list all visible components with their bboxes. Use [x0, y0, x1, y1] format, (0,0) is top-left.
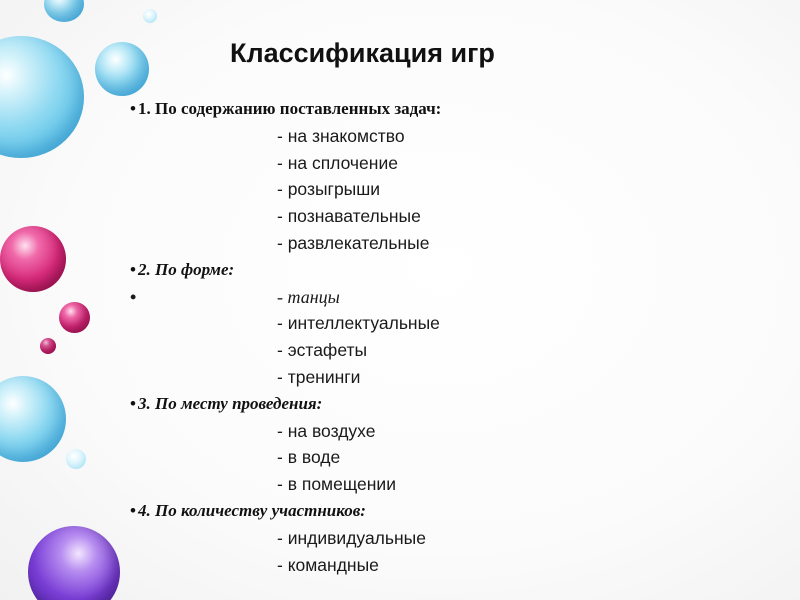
- blue-bubble-large: [0, 36, 84, 158]
- category-heading: [130, 257, 650, 284]
- bullet-icon: •: [130, 259, 136, 279]
- list-item: [130, 176, 650, 203]
- list-item: [130, 337, 650, 364]
- pink-bubble-small: [40, 338, 56, 354]
- list-item: [130, 471, 650, 498]
- category-heading: [130, 96, 650, 123]
- list-item-text: - розыгрыши: [277, 179, 381, 200]
- list-item: [130, 203, 650, 230]
- list-item-text: - на сплочение: [277, 152, 398, 173]
- blue-bubble-left-middle: [0, 376, 66, 462]
- bullet-icon: •: [130, 500, 136, 520]
- list-item-text: - в воде: [277, 447, 341, 468]
- list-item-text: - интеллектуальные: [277, 313, 440, 334]
- category-heading: [130, 391, 650, 418]
- blue-bubble-top: [44, 0, 84, 22]
- list-item-text: - командные: [277, 554, 379, 575]
- blue-bubble-medium: [95, 42, 149, 96]
- pink-bubble-medium: [59, 302, 90, 333]
- list-item-text: - на воздухе: [277, 420, 376, 441]
- category-label: 4. По количеству участников:: [138, 500, 366, 520]
- list-item: [130, 418, 650, 445]
- bullet-icon: •: [130, 393, 136, 413]
- classification-list: [130, 96, 650, 578]
- list-item-text: - познавательные: [277, 206, 421, 227]
- list-item: [130, 123, 650, 150]
- list-item-text: - танцы: [277, 286, 340, 307]
- bullet-icon: •: [130, 99, 136, 118]
- category-heading: [130, 498, 650, 525]
- list-item: [130, 150, 650, 177]
- light-bubble-small: [66, 449, 86, 469]
- list-item: [130, 552, 650, 579]
- list-item-text: - на знакомство: [277, 125, 405, 146]
- list-item: [130, 364, 650, 391]
- bullet-icon: •: [130, 286, 137, 307]
- light-bubble-tiny: [143, 9, 157, 23]
- list-item-text: - эстафеты: [277, 340, 368, 361]
- category-label: 3. По месту проведения:: [138, 393, 323, 413]
- list-item-text: - в помещении: [277, 474, 396, 495]
- list-item: [130, 310, 650, 337]
- pink-bubble-large: [0, 226, 66, 292]
- list-item-text: - тренинги: [277, 366, 361, 387]
- list-item: [130, 230, 650, 257]
- list-item: [130, 284, 650, 311]
- list-item-text: - индивидуальные: [277, 527, 426, 548]
- violet-bubble-large: [28, 526, 120, 600]
- list-item: [130, 525, 650, 552]
- list-item: [130, 444, 650, 471]
- category-label: 1. По содержанию поставленных задач:: [138, 99, 442, 118]
- list-item-text: - развлекательные: [277, 232, 430, 253]
- category-label: 2. По форме:: [138, 259, 235, 279]
- slide-title: Классификация игр: [230, 38, 495, 68]
